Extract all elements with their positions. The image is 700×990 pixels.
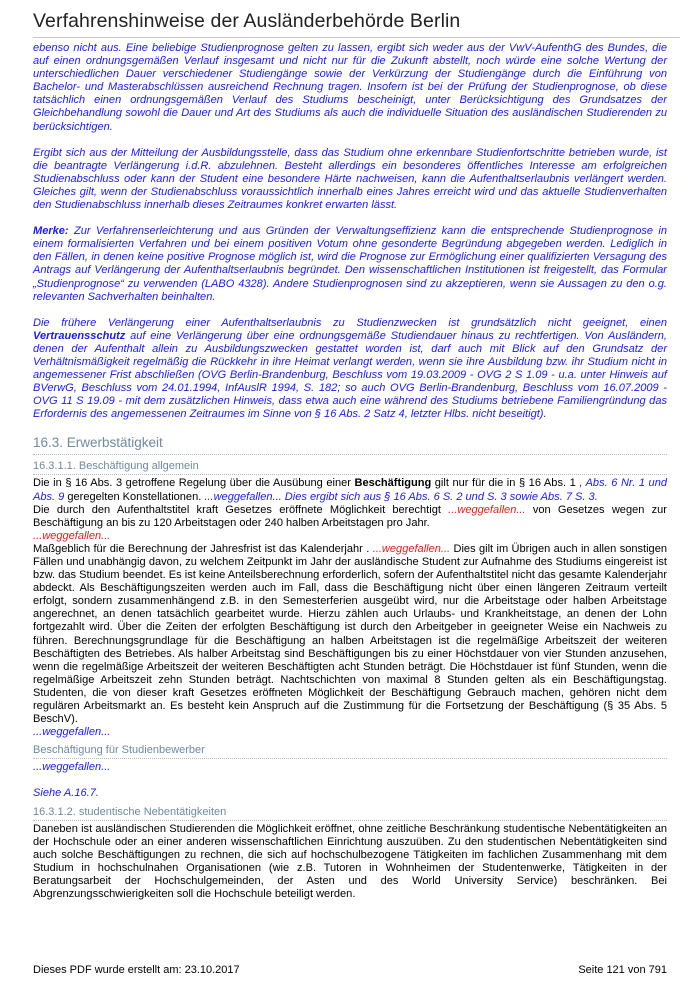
jahresfrist-text-a: Maßgeblich für die Berechnung der Jahresfrist ist das Kalenderjahr . [33, 542, 373, 555]
footer-page-number: Seite 121 von 791 [578, 964, 667, 976]
arbeitstage-text-b: von Gesetzes wegen zur Beschäftigung an bis zu 120 Arbeitstagen oder 240 halben Arbeitstagen pro Jahr. [33, 503, 667, 529]
regelung-text-a: Die in § 16 Abs. 3 getroffene Regelung über die Ausübung einer [33, 477, 355, 490]
beschaeftigung-term: Beschäftigung [354, 477, 432, 490]
jahresfrist-text-b: Dies gilt im Übrigen auch in allen sonstigen Fällen und unabhängig davon, zu welchem Zeitpunkt im Jahr der ausländische Student zur Aufnahme des Studiums eingereist ist bzw. das Studium beendet. Es ist keine Anteilsberechnung erforderlich, sofern der Aufenthaltstitel nicht das gesamte Kalenderjahr abdeckt. Als Beschäftigungszeiten werden auch im Fall, dass die Beschäftigung nicht über einen längeren Zeitraum verteilt erfolgt, sondern zusammenhängend z.B. in den Semesterferien ausgeübt wird, nur die Arbeitstage oder halben Arbeitstage angerechnet, an denen tatsächlich gearbeitet wurde. Hierzu zählen auch Urlaubs- und Krankheitstage, an denen der Lohn fortgezahlt wird. Über die Zeiten der erfolgten Beschäftigung ist durch den Arbeitgeber in geeigneter Weise ein Nachweis zu führen. Berechnungsgrundlage für die Beschäftigung an halben Arbeitstagen ist die regelmäßige Arbeitszeit der weiteren Beschäftigten des Betriebes. Als halber Arbeitstag sind Beschäftigungen bis zu einer Höchstdauer von vier Stunden anzusehen, wenn die regelmäßige Arbeitszeit der weiteren Beschäftigten acht Stunden beträgt. Die Höchstdauer ist fünf Stunden, wenn die regelmäßige Arbeitszeit zehn Stunden beträgt. Nachtschichten von maximal 8 Stunden gelten als ein Beschäftigungstag. Studenten, die von dieser kraft Gesetzes eröffneten Möglichkeit der Beschäftigung Gebrauch machen, gehören nicht dem regulären Arbeitsmarkt an. Es besteht kein Anspruch auf die Zustimmung für die Fortsetzung der Beschäftigung (§ 35 Abs. 5 BeschV). [33, 542, 667, 726]
deleted-marker-blue: ...weggefallen... [33, 726, 111, 739]
footer-created-date: Dieses PDF wurde erstellt am: 23.10.2017 [33, 964, 240, 976]
arbeitstage-deleted: ...weggefallen... [448, 503, 526, 516]
document-body [33, 42, 667, 901]
paragraph-studienprognose: ebenso nicht aus. Eine beliebige Studienprognose gelten zu lassen, ergibt sich weder aus der VwV-AufenthG des Bundes, die auf einen ordnungsgemäßen Verlauf insgesamt und nicht nur für die Zukunft abstellt, noch würde eine solche Wertung der unterschiedlichen Dauer verschiedener Studiengänge sowie der Verkürzung der Studiengänge durch die Einführung von Bachelor- und Masterabschlüssen ausreichend Rechnung tragen. Insofern ist bei der Prüfung der Studienprognose, ob diese tatsächlich einen ordnungsgemäßen Verlauf des Studiums bescheinigt, unter Berücksichtigung des Grundsatzes der Gleichbehandlung sowohl die Dauer und Art des Studiums als auch die individuelle Situation des ausländischen Studierenden zu berücksichtigen. [33, 42, 667, 133]
paragraph-nebentaetigkeiten: Daneben ist ausländischen Studierenden die Möglichkeit eröffnet, ohne zeitliche Beschränkung studentische Nebentätigkeiten an der Hochschule oder an einer anderen wissenschaftlichen Einrichtung auszuüben. Zu den studentischen Nebentätigkeiten sind auch solche Beschäftigungen zu rechnen, die sich auf hochschulbezogene Tätigkeiten im fachlichen Zusammenhang mit dem Studium in hochschulnahen Organisationen (wie z.B. Tutoren in Wohnheimen der Studentenwerke, Tätigkeiten in der Beratungsarbeit der Hochschulgemeinden, der Asten und des World University Service) beschränken. Bei Abgrenzungsschwierigkeiten soll die Hochschule beteiligt werden. [33, 822, 667, 900]
paragraph-beschaeftigung-regelung [33, 477, 667, 503]
vertrauensschutz-text-a: Die frühere Verlängerung einer Aufenthaltserlaubnis zu Studienzwecken ist grundsätzlich nicht geeignet, einen [33, 316, 667, 329]
cross-reference: Siehe A.16.7. [33, 787, 99, 800]
regelung-amendment-2: ...weggefallen... Dies ergibt sich aus § 16 Abs. 6 S. 2 und S. 3 sowie Abs. 7 S. 3. [204, 490, 598, 503]
subheading-studienbewerber: Beschäftigung für Studienbewerber [33, 744, 667, 759]
arbeitstage-text-a: Die durch den Aufenthaltstitel kraft Gesetzes eröffnete Möglichkeit berechtigt [33, 503, 449, 516]
deleted-marker: ...weggefallen... [33, 529, 111, 542]
section-heading-erwerbstaetigkeit: 16.3. Erwerbstätigkeit [33, 435, 667, 455]
vertrauensschutz-text-b: auf eine Verlängerung über eine ordnungsgemäße Studiendauer hinaus zu rechtfertigen. Von Ausländern, denen der Aufenthalt allein zu Ausbildungszwecken gestattet worden ist, darf auch mit Blick auf den Grundsatz der Verhältnismäßigkeit regelmäßig die Rückkehr in ihre Heimat verlangt werden, wenn sie ihre Ausbildung bzw. ihr Studium nicht in angemessener Frist abschließen (OVG Berlin-Brandenburg, Beschluss vom 19.03.2009 - OVG 2 S 1.09 - u.a. unter Hinweis auf BVerwG, Beschluss vom 24.01.1994, InfAuslR 1994, S. 182; so auch OVG Berlin-Brandenburg, Beschluss vom 16.07.2009 - OVG 11 S 19.09 - mit dem zusätzlichen Hinweis, dass etwa auch eine während des Studiums betriebene Familiengründung das Erfordernis des angemessenen Zeitraumes im Sinne von § 16 Abs. 2 Satz 4, letzter Hlbs. nicht beseitigt). [33, 329, 667, 421]
merke-label: Merke: [33, 225, 69, 238]
vertrauensschutz-term: Vertrauensschutz [33, 329, 126, 342]
subheading-beschaeftigung-allgemein: 16.3.1.1. Beschäftigung allgemein [33, 460, 667, 475]
jahresfrist-deleted: ...weggefallen... [372, 542, 451, 555]
paragraph-ausbildungsstelle: Ergibt sich aus der Mitteilung der Ausbildungsstelle, dass das Studium ohne erkennbare Studienfortschritte betrieben wurde, ist die beantragte Verlängerung i.d.R. abzulehnen. Besteht allerdings ein besonderes öffentliches Interesse am erfolgreichen Studienabschluss oder kann der Student eine besondere Härte nachweisen, kann die Aufenthaltserlaubnis verlängert werden. Gleiches gilt, wenn der Studienabschluss voraussichtlich innerhalb eines Jahres erreicht wird und das aktuelle Studienverhalten den Studienabschluss innerhalb dieses Zeitraumes konkret erwarten lässt. [33, 146, 667, 212]
paragraph-jahresfrist [33, 543, 667, 726]
regelung-text-b: gilt nur für die in § 16 Abs. 1 [431, 477, 580, 490]
paragraph-merke [33, 225, 667, 304]
paragraph-arbeitstage [33, 504, 667, 530]
page-footer [33, 964, 667, 976]
merke-text: Zur Verfahrenserleichterung und aus Gründen der Verwaltungseffizienz kann die entsprechende Studienprognose in einem formalisierten Verfahren und bei einem positiven Votum ohne gesonderte Begründung abgegeben werden. Lediglich in den Fällen, in denen keine positive Prognose möglich ist, wird die Prognose zur Ermöglichung einer qualifizierten Versagung des Antrags auf Verlängerung der Aufenthaltserlaubnis begründet. Den wissenschaftlichen Institutionen ist freigestellt, das Formular „Studienprognose“ zu verwenden (LABO 4328). Andere Studienprognosen sind zu akzeptieren, wenn sie Aussagen zu den o.g. relevanten Sachverhalten beinhalten. [33, 225, 667, 303]
subheading-nebentaetigkeiten: 16.3.1.2. studentische Nebentätigkeiten [33, 806, 667, 821]
regelung-amendment-1: , Abs. 6 Nr. 1 und Abs. 9 [33, 477, 667, 503]
regelung-text-c: geregelten Konstellationen. [64, 490, 205, 503]
document-title: Verfahrenshinweise der Ausländerbehörde Berlin [33, 10, 680, 38]
deleted-marker-studienbewerber: ...weggefallen... [33, 761, 111, 774]
paragraph-vertrauensschutz [33, 317, 667, 422]
